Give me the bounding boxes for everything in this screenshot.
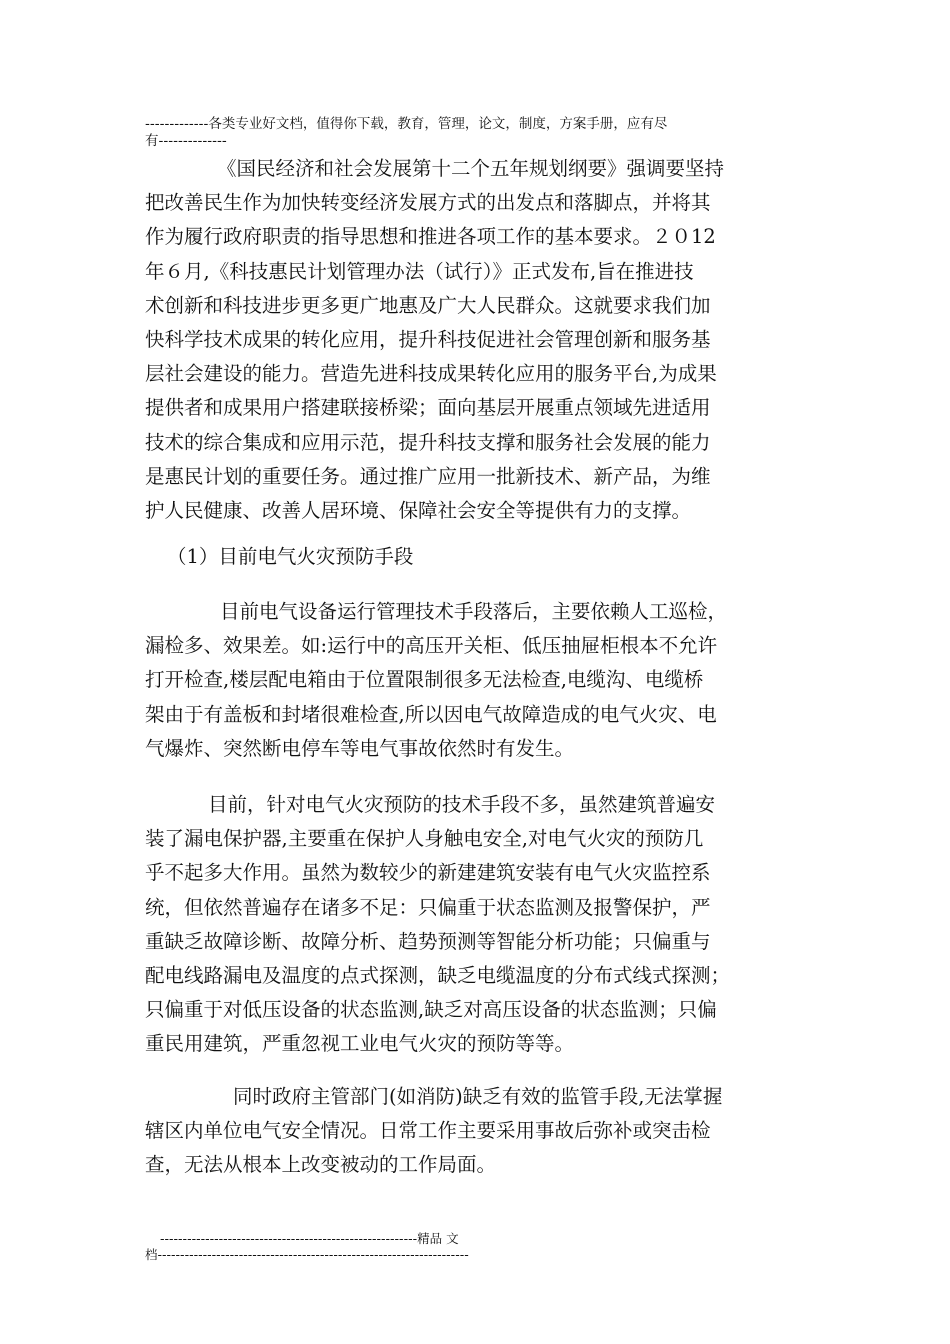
text-line: 把改善民生作为加快转变经济发展方式的出发点和落脚点，并将其 [145, 191, 711, 215]
footer-banner-line-2: 档--------------------------------------------------------------------- [145, 1247, 469, 1262]
text-line: 层社会建设的能力。营造先进科技成果转化应用的服务平台,为成果 [145, 362, 717, 386]
text-line: 打开检查,楼层配电箱由于位置限制很多无法检查,电缆沟、电缆桥 [145, 668, 704, 692]
text-line: 辖区内单位电气安全情况。日常工作主要采用事故后弥补或突击检 [145, 1119, 711, 1143]
text-line: 《国民经济和社会发展第十二个五年规划纲要》强调要坚持 [217, 157, 725, 180]
paragraph-4 [145, 1080, 807, 1183]
header-banner-line-1: -------------各类专业好文档，值得你下载，教育，管理，论文，制度，方案手册，应有尽 [145, 116, 668, 132]
text-line: 乎不起多大作用。虽然为数较少的新建建筑安装有电气火灾监控系 [145, 861, 711, 885]
text-line: 重民用建筑，严重忽视工业电气火灾的预防等等。 [145, 1032, 575, 1056]
text-line: 漏检多、效果差。如:运行中的高压开关柜、低压抽屉柜根本不允许 [145, 634, 718, 658]
text-line: 提供者和成果用户搭建联接桥梁；面向基层开展重点领域先进适用 [145, 396, 711, 420]
text-line: 重缺乏故障诊断、故障分析、趋势预测等智能分析功能；只偏重与 [145, 929, 711, 953]
text-line: 气爆炸、突然断电停车等电气事故依然时有发生。 [145, 736, 575, 760]
text-line: 只偏重于对低压设备的状态监测,缺乏对高压设备的状态监测；只偏 [145, 998, 717, 1022]
text-line: 护人民健康、改善人居环境、保障社会安全等提供有力的支撑。 [145, 498, 692, 522]
text-line: 技术的综合集成和应用示范，提升科技支撑和服务社会发展的能力 [145, 430, 711, 454]
text-line: 目前，针对电气火灾预防的技术手段不多，虽然建筑普遍安 [208, 793, 716, 816]
text-line: 目前电气设备运行管理技术手段落后，主要依赖人工巡检， [220, 600, 728, 623]
text-line: 快科学技术成果的转化应用，提升科技促进社会管理创新和服务基 [145, 327, 711, 351]
paragraph-3 [145, 788, 807, 1062]
text-line: 同时政府主管部门(如消防)缺乏有效的监管手段,无法掌握 [233, 1085, 723, 1108]
text-line: 统，但依然普遍存在诸多不足：只偏重于状态监测及报警保护，严 [145, 895, 711, 919]
text-line: 作为履行政府职责的指导思想和推进各项工作的基本要求。２０12 [145, 225, 716, 249]
text-line: 架由于有盖板和封堵很难检查,所以因电气故障造成的电气火灾、电 [145, 702, 717, 726]
section-heading [145, 540, 807, 574]
text-line: 配电线路漏电及温度的点式探测，缺乏电缆温度的分布式线式探测； [145, 963, 731, 987]
text-line: 查，无法从根本上改变被动的工作局面。 [145, 1153, 497, 1177]
text-line: 是惠民计划的重要任务。通过推广应用一批新技术、新产品，为维 [145, 464, 711, 488]
text-line: 装了漏电保护器,主要重在保护人身触电安全,对电气火灾的预防几 [145, 827, 704, 851]
text-line: 术创新和科技进步更多更广地惠及广大人民群众。这就要求我们加 [145, 293, 711, 317]
paragraph-1 [145, 152, 807, 528]
paragraph-2 [145, 595, 807, 766]
text-line: 年６月,《科技惠民计划管理办法（试行）》正式发布,旨在推进技 [145, 259, 694, 283]
section-heading-text: （1）目前电气火灾预防手段 [167, 545, 414, 568]
header-banner-line-2: 有-------------- [145, 133, 227, 149]
footer-banner-line-1: ---------------------------------------------------------精品 文 [160, 1231, 459, 1246]
